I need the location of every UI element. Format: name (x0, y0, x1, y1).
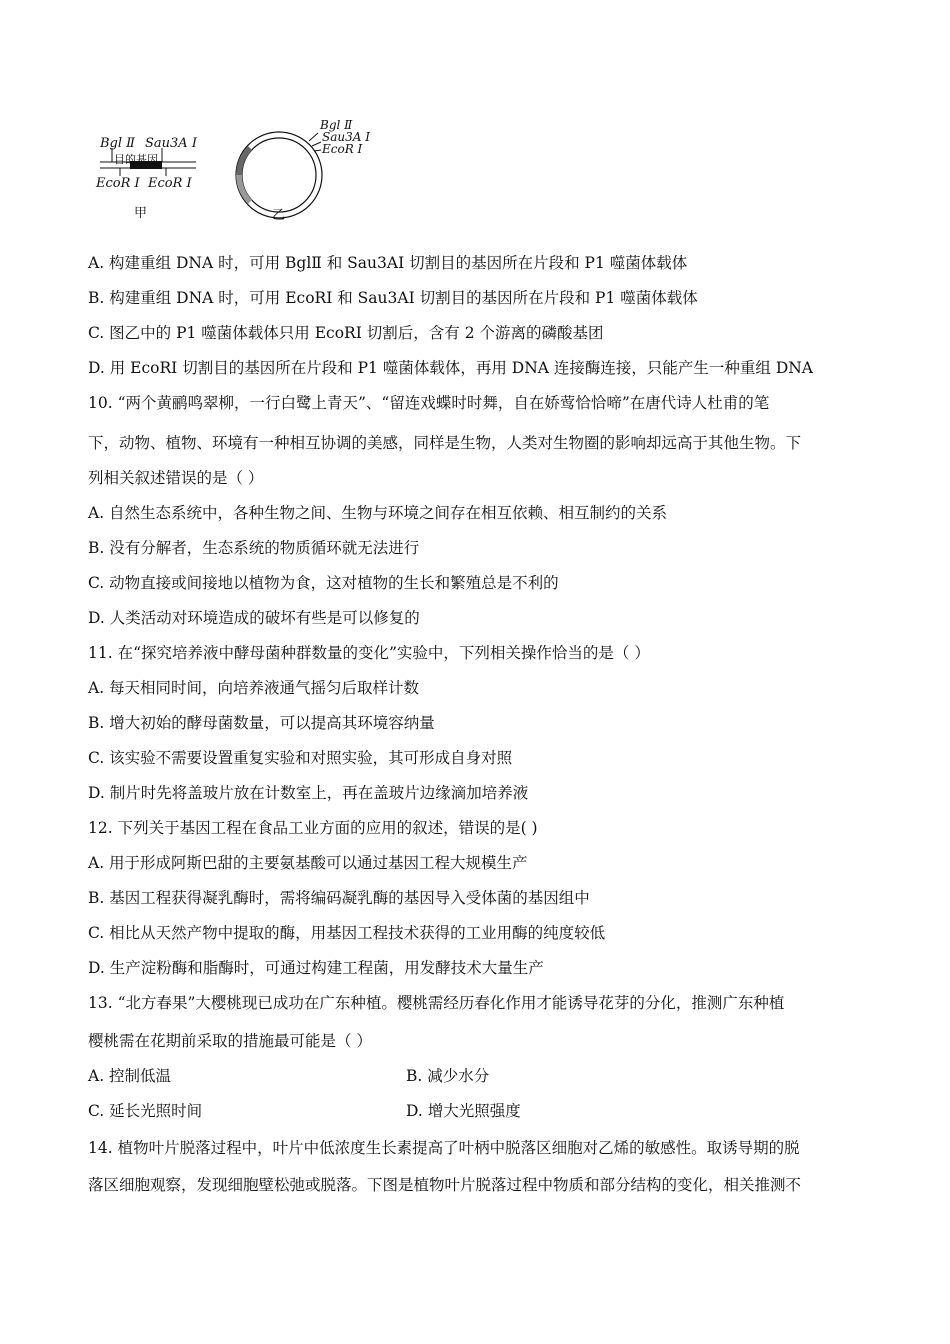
q10-option-b: B. 没有分解者，生态系统的物质循环就无法进行 (88, 539, 420, 557)
q12-option-a: A. 用于形成阿斯巴甜的主要氨基酸可以通过基因工程大规模生产 (88, 854, 528, 872)
q11-option-a: A. 每天相同时间，向培养液通气摇匀后取样计数 (88, 679, 420, 697)
q12-option-b: B. 基因工程获得凝乳酶时，需将编码凝乳酶的基因导入受体菌的基因组中 (88, 889, 590, 907)
jia-ecori-right-label: EcoR Ⅰ (148, 176, 192, 191)
jia-gene-label: 目的基因 (114, 153, 158, 166)
yi-bglii-label: Bgl Ⅱ (320, 118, 353, 132)
q12-option-d: D. 生产淀粉酶和脂酶时，可通过构建工程菌，用发酵技术大量生产 (88, 959, 544, 977)
q13-option-a: A. 控制低温 (88, 1067, 172, 1085)
q9-option-d: D. 用 EcoRⅠ 切割目的基因所在片段和 P1 噬菌体载体，再用 DNA 连接酶连接，只能产生一种重组 DNA (88, 359, 813, 377)
q13-option-c: C. 延长光照时间 (88, 1102, 203, 1120)
yi-sau3ai-label: Sau3A Ⅰ (322, 130, 370, 144)
q13-option-d: D. 增大光照强度 (406, 1102, 521, 1120)
q10-stem-line-2: 下，动物、植物、环境有一种相互协调的美感，同样是生物，人类对生物圈的影响却远高于其他生物。下 (88, 434, 802, 452)
q13-stem-line-2: 樱桃需在花期前采取的措施最可能是（ ） (88, 1032, 372, 1050)
q12-option-c: C. 相比从天然产物中提取的酶，用基因工程技术获得的工业用酶的纯度较低 (88, 924, 606, 942)
q10-option-d: D. 人类活动对环境造成的破坏有些是可以修复的 (88, 609, 420, 627)
yi-caption: 乙 (272, 208, 286, 223)
q11-option-d: D. 制片时先将盖玻片放在计数室上，再在盖玻片边缘滴加培养液 (88, 784, 529, 802)
q11-option-c: C. 该实验不需要设置重复实验和对照实验，其可形成自身对照 (88, 749, 513, 767)
q13-option-b: B. 减少水分 (406, 1067, 490, 1085)
q13-stem-line-1: 13. “北方春果”大樱桃现已成功在广东种植。樱桃需经历春化作用才能诱导花芽的分化，推测广东种植 (88, 994, 785, 1012)
q11-stem: 11. 在“探究培养液中酵母菌种群数量的变化”实验中，下列相关操作恰当的是（ ） (88, 644, 650, 662)
q10-option-a: A. 自然生态系统中，各种生物之间、生物与环境之间存在相互依赖、相互制约的关系 (88, 504, 668, 522)
q9-option-b: B. 构建重组 DNA 时，可用 EcoRⅠ 和 Sau3AⅠ 切割目的基因所在片段和 P1 噬菌体载体 (88, 289, 698, 307)
q10-stem-line-1: 10. “两个黄鹂鸣翠柳，一行白鹭上青天”、“留连戏蝶时时舞，自在娇莺恰恰啼”在唐代诗人杜甫的笔 (88, 394, 770, 412)
q9-option-c: C. 图乙中的 P1 噬菌体载体只用 EcoRⅠ 切割后，含有 2 个游离的磷酸基团 (88, 324, 604, 342)
jia-bglii-label: Bgl Ⅱ (100, 136, 136, 151)
q9-figure (90, 118, 390, 230)
jia-ecori-left-label: EcoR Ⅰ (96, 176, 140, 191)
jia-caption: 甲 (134, 206, 148, 221)
jia-sau3ai-label: Sau3A Ⅰ (145, 136, 197, 151)
q14-stem-line-2: 落区细胞观察，发现细胞壁松弛或脱落。下图是植物叶片脱落过程中物质和部分结构的变化，相关推测不 (88, 1176, 802, 1194)
q10-option-c: C. 动物直接或间接地以植物为食，这对植物的生长和繁殖总是不利的 (88, 574, 559, 592)
yi-ecori-label: EcoR Ⅰ (322, 142, 363, 156)
q11-option-b: B. 增大初始的酵母菌数量，可以提高其环境容纳量 (88, 714, 435, 732)
q12-stem: 12. 下列关于基因工程在食品工业方面的应用的叙述，错误的是( ) (88, 819, 538, 837)
q10-stem-line-3: 列相关叙述错误的是（ ） (88, 469, 264, 487)
q14-stem-line-1: 14. 植物叶片脱落过程中，叶片中低浓度生长素提高了叶柄中脱落区细胞对乙烯的敏感性。取诱导期的脱 (88, 1139, 800, 1157)
q9-option-a: A. 构建重组 DNA 时，可用 BglⅡ 和 Sau3AⅠ 切割目的基因所在片段和 P1 噬菌体载体 (88, 254, 688, 272)
